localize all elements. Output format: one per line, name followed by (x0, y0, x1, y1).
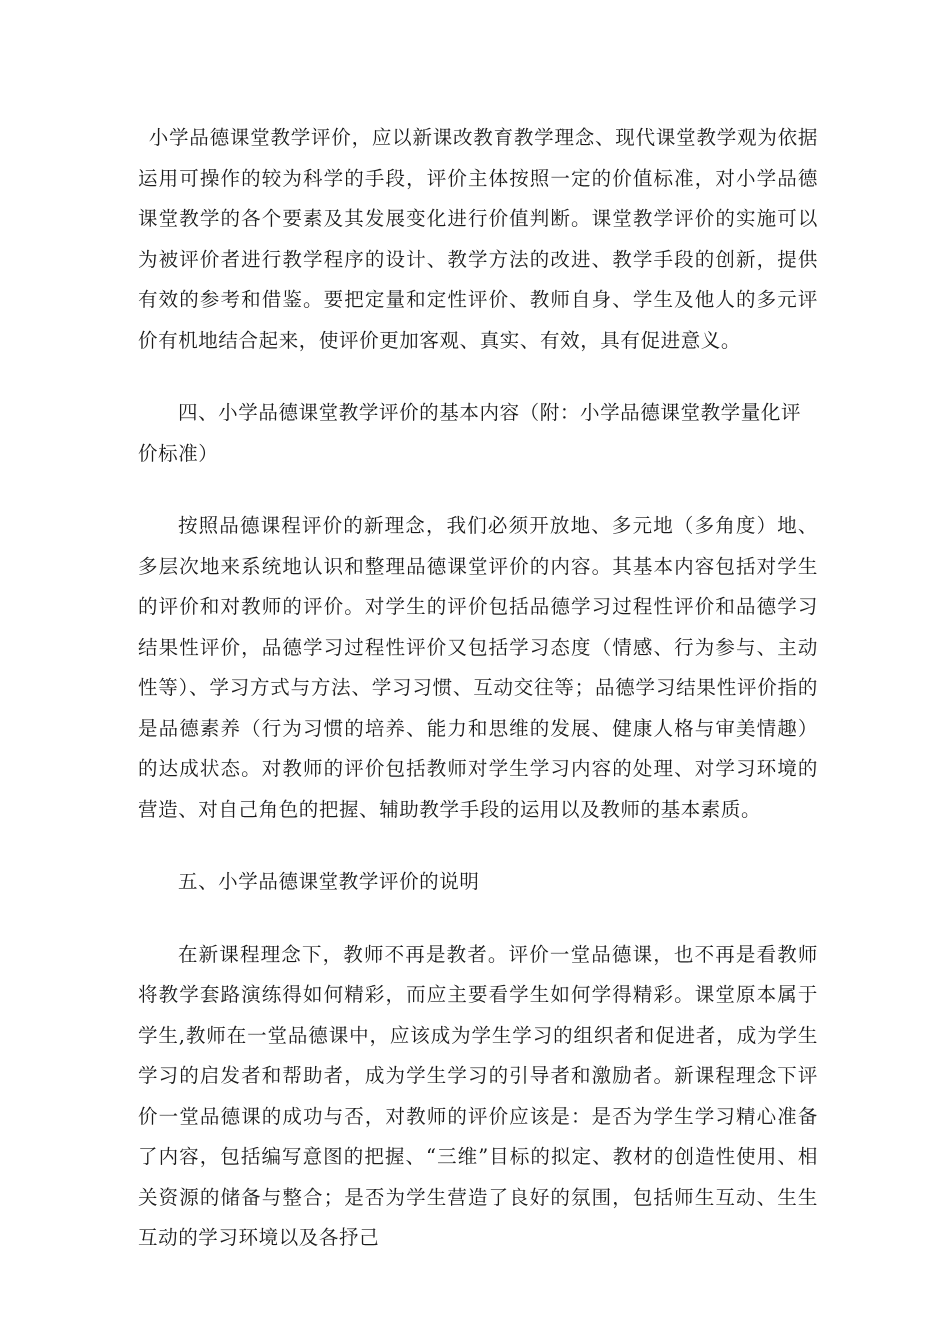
paragraph-gap (138, 830, 818, 862)
paragraph-gap (138, 361, 818, 393)
intro-paragraph: 小学品德课堂教学评价，应以新课改教育教学理念、现代课堂教学观为依据运用可操作的较为科学的手段，评价主体按照一定的价值标准，对小学品德课堂教学的各个要素及其发展变化进行价值判断。课堂教学评价的实施可以为被评价者进行教学程序的设计、教学方法的改进、教学手段的创新，提供有效的参考和借鉴。要把定量和定性评价、教师自身、学生及他人的多元评价有机地结合起来，使评价更加客观、真实、有效，具有促进意义。 (138, 126, 818, 352)
section-4-body: 按照品德课程评价的新理念，我们必须开放地、多元地（多角度）地、多层次地来系统地认识和整理品德课堂评价的内容。其基本内容包括对学生的评价和对教师的评价。对学生的评价包括品德学习过程性评价和品德学习结果性评价，品德学习过程性评价又包括学习态度（情感、行为参与、主动性等）、学习方式与方法、学习习惯、互动交往等；品德学习结果性评价指的是品德素养（行为习惯的培养、能力和思维的发展、健康人格与审美情趣）的达成状态。对教师的评价包括教师对学生学习内容的处理、对学习环境的营造、对自己角色的把握、辅助教学手段的运用以及教师的基本素质。 (138, 514, 818, 821)
section-5-body: 在新课程理念下，教师不再是教者。评价一堂品德课，也不再是看教师将教学套路演练得如何精彩，而应主要看学生如何学得精彩。课堂原本属于学生,教师在一堂品德课中，应该成为学生学习的组织者和促进者，成为学生学习的启发者和帮助者，成为学生学习的引导者和激励者。新课程理念下评价一堂品德课的成功与否，对教师的评价应该是：是否为学生学习精心准备了内容，包括编写意图的把握、“三维”目标的拟定、教材的创造性使用、相关资源的储备与整合；是否为学生营造了良好的氛围，包括师生互动、生生互动的学习环境以及各抒己 (138, 942, 818, 1249)
document-page (138, 118, 818, 1259)
section-4-heading: 四、小学品德课堂教学评价的基本内容（附：小学品德课堂教学量化评价标准） (138, 401, 802, 465)
paragraph-gap (138, 903, 818, 935)
paragraph-gap (138, 474, 818, 506)
section-5-heading: 五、小学品德课堂教学评价的说明 (177, 870, 480, 893)
